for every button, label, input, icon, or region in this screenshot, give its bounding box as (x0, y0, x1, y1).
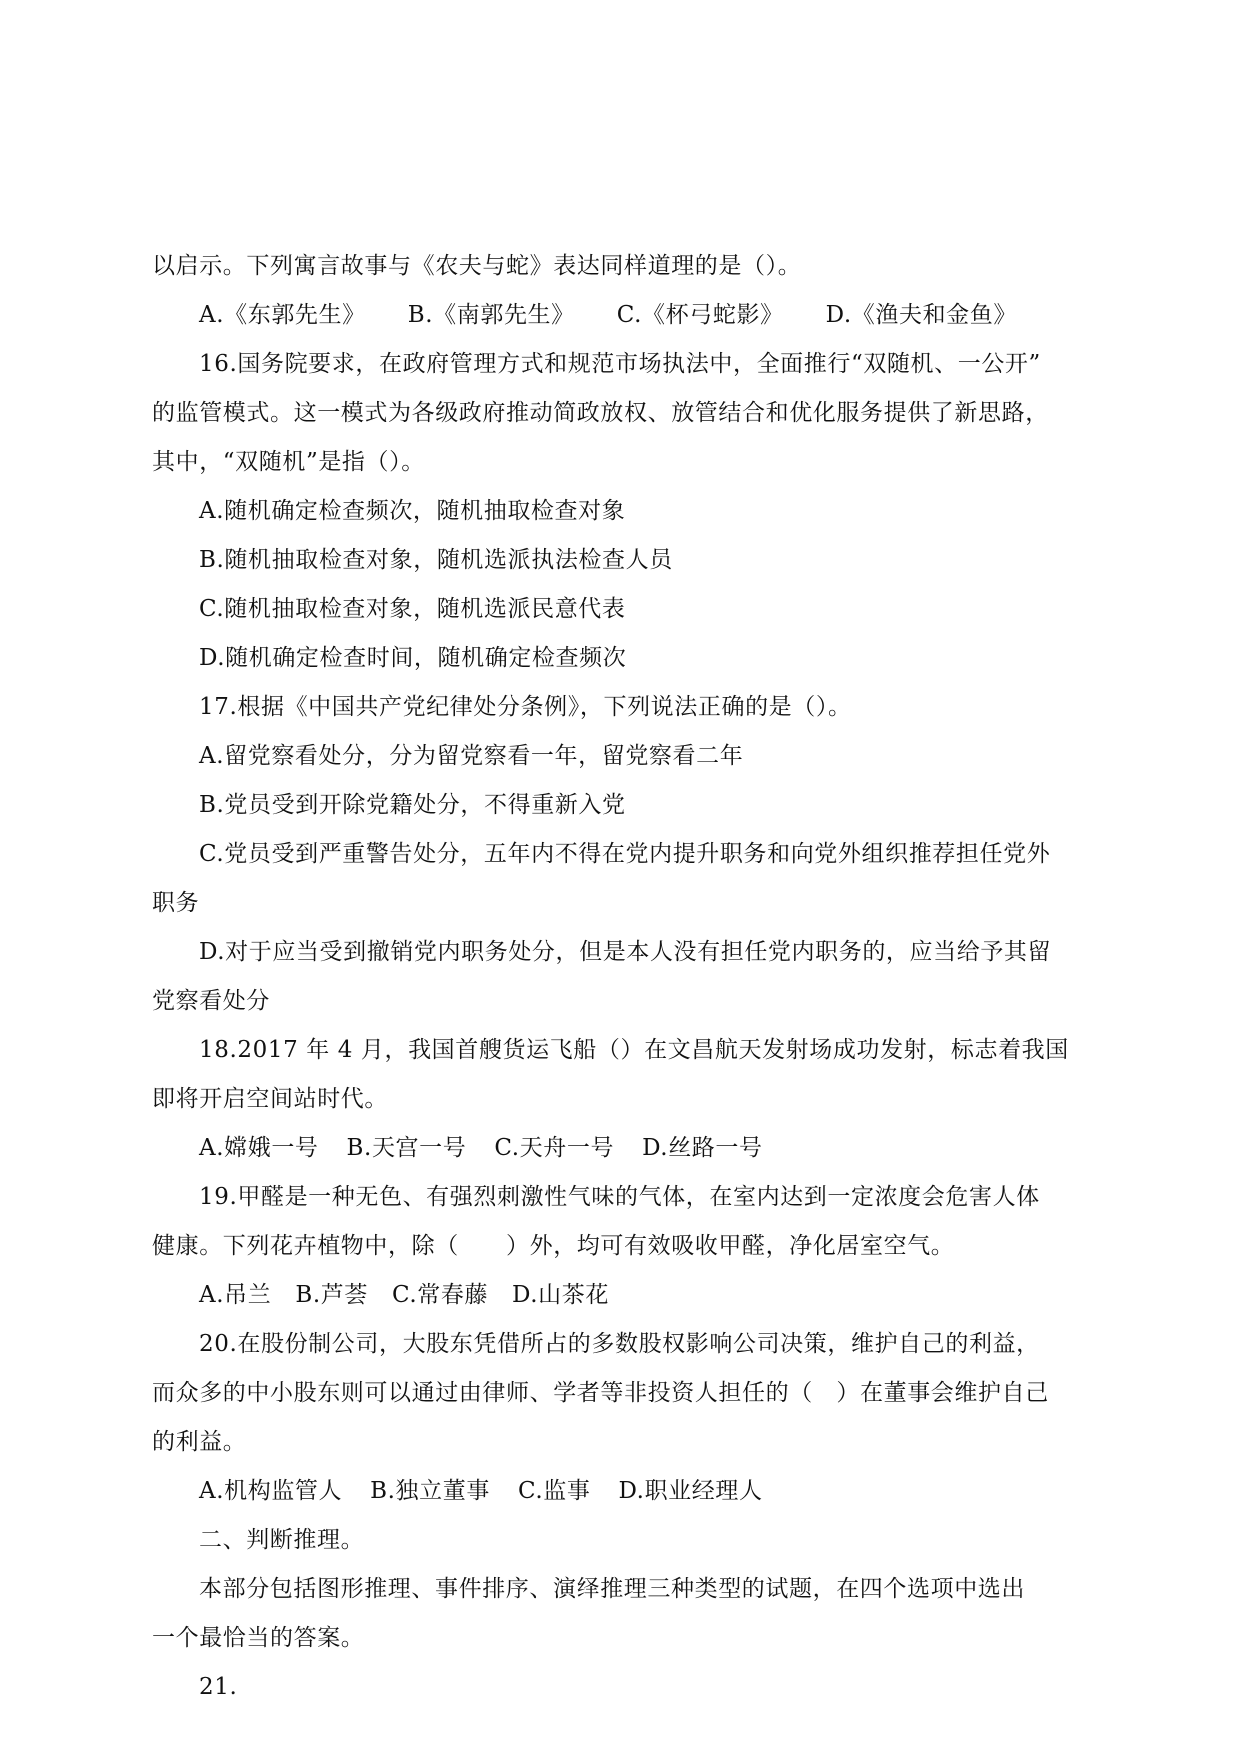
q21-number: 21. (199, 1674, 238, 1700)
q18-option-d: D.丝路一号 (642, 1135, 763, 1161)
q19-option-b: B.芦荟 (295, 1282, 368, 1308)
q15-tail: 以启示。下列寓言故事与《农夫与蛇》表达同样道理的是（）。 (152, 253, 802, 279)
q17-option-b: B.党员受到开除党籍处分，不得重新入党 (199, 792, 626, 818)
q16-option-d: D.随机确定检查时间，随机确定检查频次 (199, 645, 627, 671)
q20-option-b: B.独立董事 (370, 1478, 490, 1504)
q20-line-3: 的利益。 (152, 1429, 247, 1455)
q16-option-b: B.随机抽取检查对象，随机选派执法检查人员 (199, 547, 673, 573)
q15-option-d: D.《渔夫和金鱼》 (825, 302, 1017, 328)
q16-line-3: 其中，“双随机”是指（）。 (152, 449, 425, 475)
q15-option-b: B.《南郭先生》 (407, 302, 575, 328)
q20-option-a: A.机构监管人 (199, 1478, 343, 1504)
q17-option-c-line-1: C.党员受到严重警告处分，五年内不得在党内提升职务和向党外组织推荐担任党外 (199, 841, 1051, 867)
q18-option-a: A.嫦娥一号 (199, 1135, 319, 1161)
q19-option-d: D.山茶花 (512, 1282, 609, 1308)
q17-option-a: A.留党察看处分，分为留党察看一年，留党察看二年 (199, 743, 744, 769)
exam-page (152, 242, 1102, 1712)
q18-option-c: C.天舟一号 (494, 1135, 615, 1161)
q20-options (152, 1467, 1102, 1516)
q16-line-1: 16.国务院要求，在政府管理方式和规范市场执法中，全面推行“双随机、一公开” (199, 351, 1041, 377)
q15-option-a: A.《东郭先生》 (199, 302, 366, 328)
q19-line-1: 19.甲醛是一种无色、有强烈刺激性气味的气体，在室内达到一定浓度会危害人体 (199, 1184, 1040, 1210)
q18-line-1: 18.2017 年 4 月，我国首艘货运飞船（）在文昌航天发射场成功发射，标志着我国 (199, 1037, 1069, 1063)
q20-option-d: D.职业经理人 (618, 1478, 763, 1504)
q17-option-d-line-1: D.对于应当受到撤销党内职务处分，但是本人没有担任党内职务的，应当给予其留 (199, 939, 1052, 965)
q16-option-a: A.随机确定检查频次，随机抽取检查对象 (199, 498, 626, 524)
q16-line-2: 的监管模式。这一模式为各级政府推动简政放权、放管结合和优化服务提供了新思路， (152, 400, 1049, 426)
section-2-title: 二、判断推理。 (199, 1527, 365, 1553)
q18-options (152, 1124, 1102, 1173)
section-2-description-line-1: 本部分包括图形推理、事件排序、演绎推理三种类型的试题，在四个选项中选出 (199, 1576, 1025, 1602)
q19-line-2: 健康。下列花卉植物中，除（ ）外，均可有效吸收甲醛，净化居室空气。 (152, 1233, 955, 1259)
q17-option-d-line-2: 党察看处分 (152, 988, 270, 1014)
q20-line-1: 20.在股份制公司，大股东凭借所占的多数股权影响公司决策，维护自己的利益， (199, 1331, 1040, 1357)
q20-line-2: 而众多的中小股东则可以通过由律师、学者等非投资人担任的（ ）在董事会维护自己 (152, 1380, 1049, 1406)
q19-option-a: A.吊兰 (199, 1282, 272, 1308)
q17-line-1: 17.根据《中国共产党纪律处分条例》，下列说法正确的是（）。 (199, 694, 852, 720)
q15-options (152, 291, 1102, 340)
q16-option-c: C.随机抽取检查对象，随机选派民意代表 (199, 596, 626, 622)
q17-option-c-line-2: 职务 (152, 890, 200, 916)
q18-option-b: B.天宫一号 (346, 1135, 467, 1161)
q20-option-c: C.监事 (517, 1478, 591, 1504)
q18-line-2: 即将开启空间站时代。 (152, 1086, 388, 1112)
section-2-description-line-2: 一个最恰当的答案。 (152, 1625, 365, 1651)
q19-option-c: C.常春藤 (391, 1282, 489, 1308)
q15-option-c: C.《杯弓蛇影》 (616, 302, 784, 328)
q19-options (152, 1271, 1102, 1320)
